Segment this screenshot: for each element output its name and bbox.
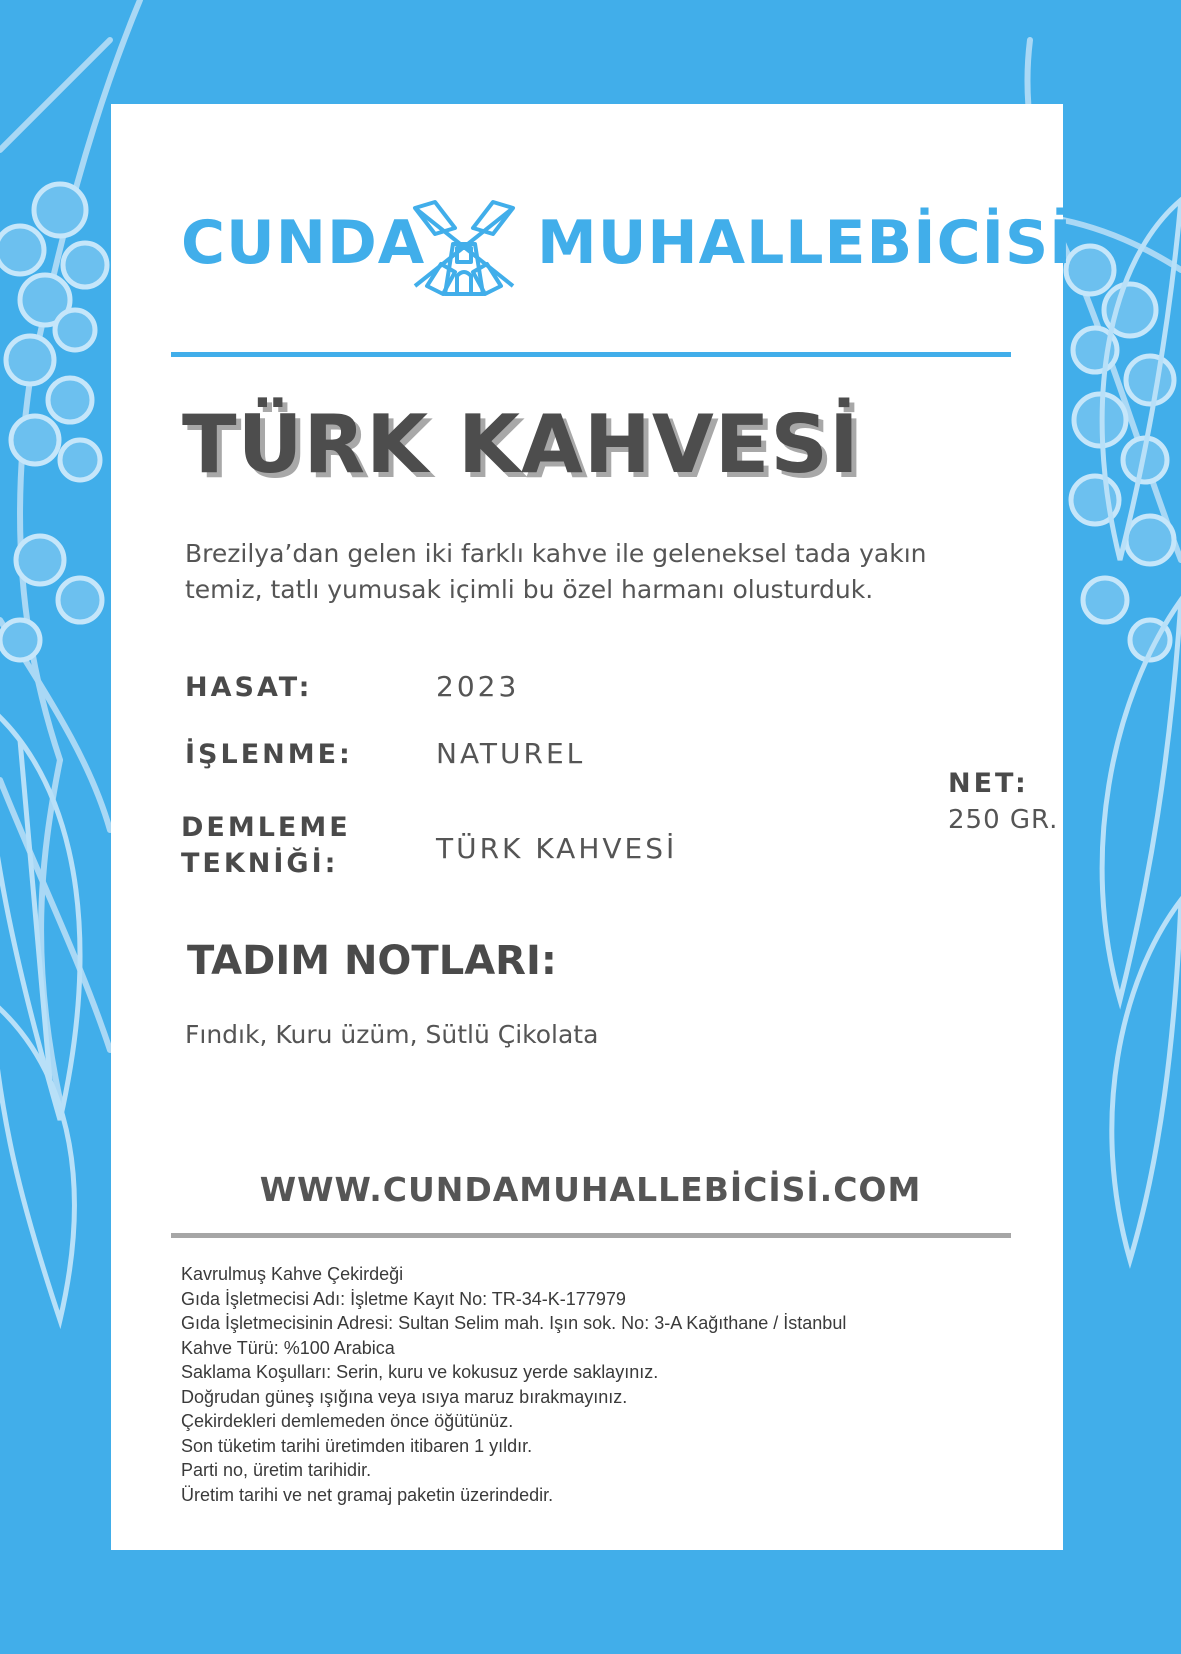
product-description [185, 536, 985, 608]
brand-name-right: MUHALLEBİCİSİ [537, 208, 1073, 278]
spec-value-harvest: 2023 [436, 670, 520, 703]
fine-print-line: Saklama Koşulları: Serin, kuru ve kokusuz yerde saklayınız. [181, 1362, 659, 1382]
fine-print-line: Doğrudan güneş ışığına veya ısıya maruz bırakmayınız. [181, 1386, 628, 1407]
fine-print-line: Gıda İşletmecisinin Adresi: Sultan Selim mah. Işın sok. No: 3-A Kağıthane / İstanbul [181, 1313, 847, 1333]
spec-label-brewing-line: TEKNİĞİ: [181, 848, 339, 879]
fine-print-line: Parti no, üretim tarihidir. [181, 1460, 372, 1480]
footer-divider [171, 1233, 1011, 1238]
net-label: NET: [948, 768, 1029, 799]
header-divider [171, 352, 1011, 357]
product-title: TÜRK KAHVESİ [182, 398, 860, 491]
windmill-icon [405, 198, 523, 296]
fine-print-line: Üretim tarihi ve net gramaj paketin üzerindedir. [181, 1484, 554, 1505]
fine-print-line: Kahve Türü: %100 Arabica [181, 1337, 395, 1358]
tasting-notes: Fındık, Kuru üzüm, Sütlü Çikolata [185, 1020, 599, 1049]
website-url: WWW.CUNDAMUHALLEBİCİSİ.COM [259, 1170, 922, 1209]
fine-print [181, 1262, 1001, 1507]
brand-name-left: CUNDA [181, 208, 426, 278]
tasting-heading: TADIM NOTLARI: [187, 938, 557, 984]
fine-print-line: Kavrulmuş Kahve Çekirdeği [181, 1264, 404, 1284]
fine-print-line: Gıda İşletmecisi Adı: İşletme Kayıt No: TR-34-K-177979 [181, 1288, 626, 1309]
spec-label-brewing [181, 810, 351, 882]
spec-value-processing: NATUREL [436, 737, 586, 770]
fine-print-line: Çekirdekleri demlemeden önce öğütünüz. [181, 1411, 514, 1431]
spec-label-brewing-line: DEMLEME [181, 812, 351, 843]
fine-print-line: Son tüketim tarihi üretimden itibaren 1 yıldır. [181, 1435, 533, 1456]
spec-value-brewing: TÜRK KAHVESİ [436, 832, 678, 865]
description-line: Brezilya’dan gelen iki farklı kahve ile geleneksel tada yakın [185, 539, 927, 568]
description-line: temiz, tatlı yumusak içimli bu özel harmanı olusturduk. [185, 575, 874, 604]
spec-label-processing: İŞLENME: [185, 739, 353, 770]
spec-label-harvest: HASAT: [185, 672, 313, 703]
net-value: 250 GR. [948, 805, 1059, 835]
